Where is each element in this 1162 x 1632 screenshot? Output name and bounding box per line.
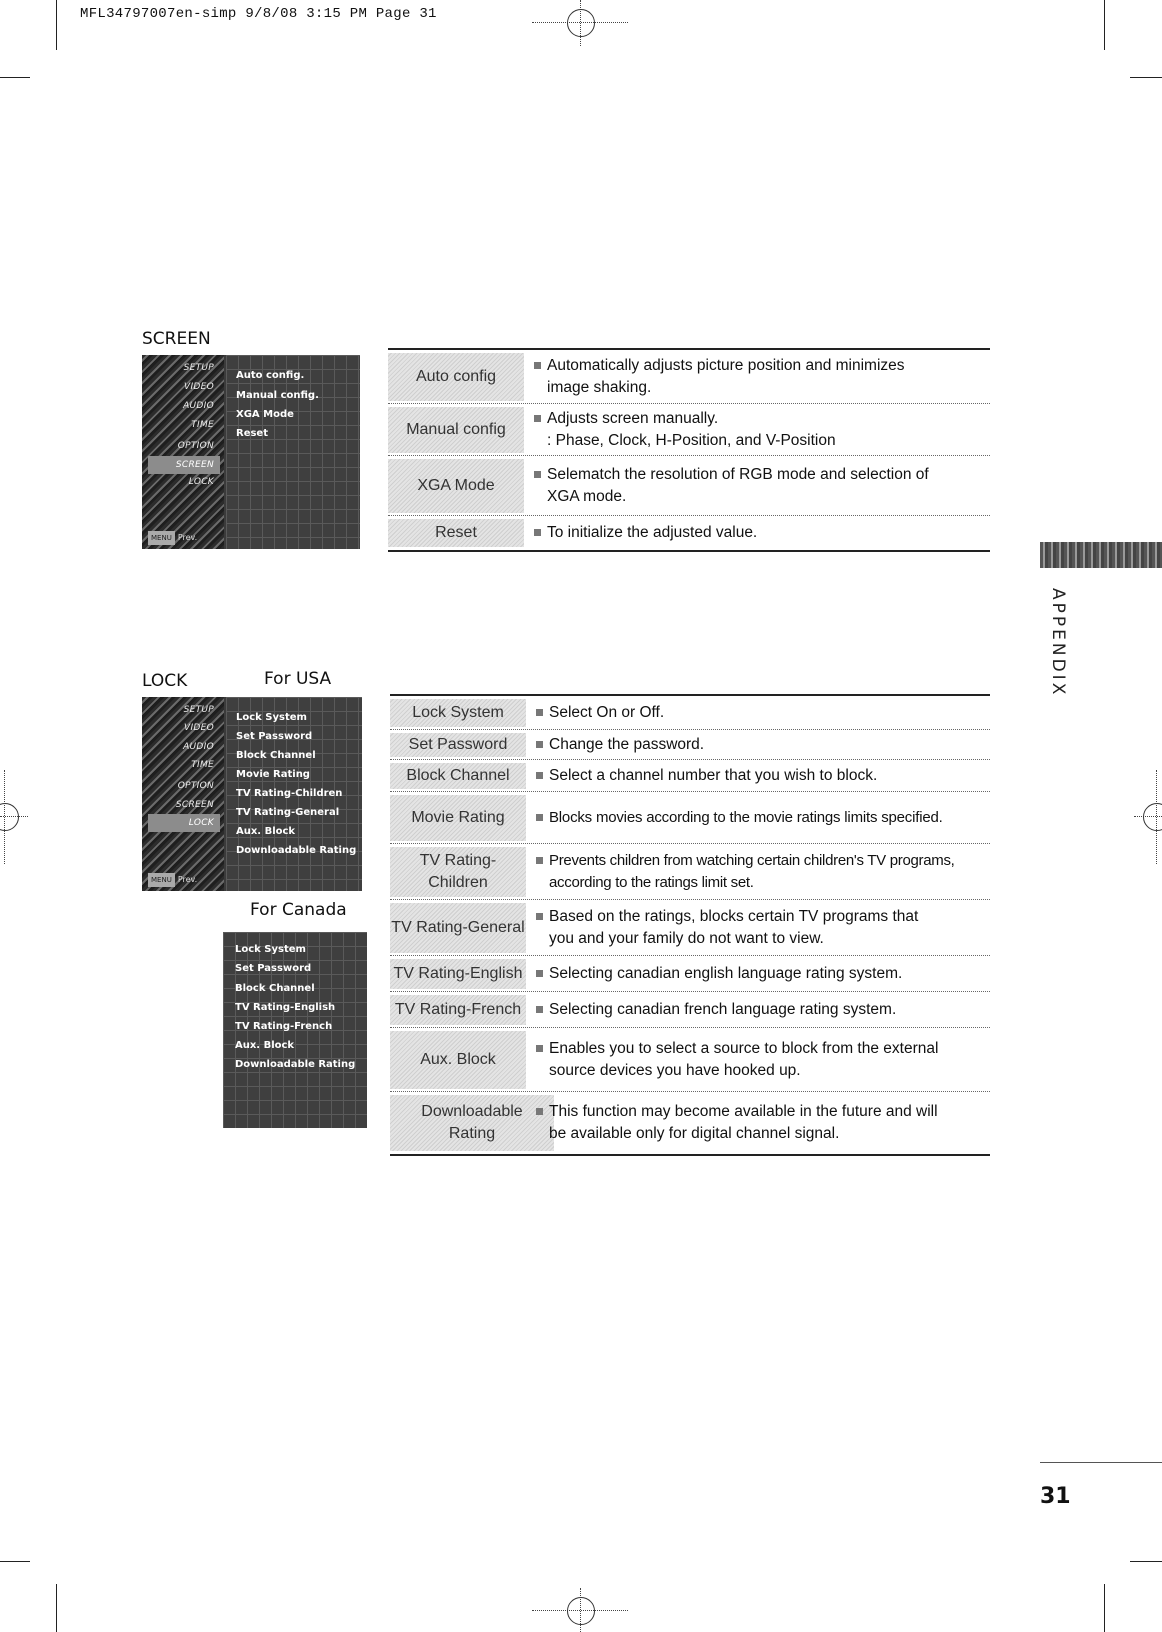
table-row: [390, 992, 990, 1028]
function-name: TV Rating-General: [390, 903, 526, 953]
lock-section-label: LOCK: [142, 671, 188, 691]
crop-mark: [1130, 1561, 1162, 1562]
crop-mark: [56, 0, 57, 50]
table-row: [390, 844, 990, 900]
crop-mark: [0, 1561, 30, 1562]
function-name: Aux. Block: [390, 1031, 526, 1089]
menu-category-video: VIDEO: [183, 382, 214, 392]
menu-prev-hint: [148, 873, 218, 887]
page-number-rule: [1040, 1462, 1162, 1463]
function-name: TV Rating-English: [390, 959, 526, 989]
print-slug: MFL34797007en-simp 9/8/08 3:15 PM Page 31: [80, 6, 437, 22]
menu-category-lock: LOCK: [148, 814, 220, 832]
menu-category-screen: SCREEN: [175, 800, 214, 810]
table-row: [390, 1092, 990, 1154]
menu-item: TV Rating-English: [235, 1002, 336, 1013]
registration-mark: [1143, 803, 1162, 831]
menu-category-option: OPTION: [177, 781, 214, 791]
menu-category-screen: SCREEN: [148, 456, 220, 474]
screen-function-table: [388, 348, 990, 554]
table-row: [388, 404, 990, 456]
menu-category-setup: SETUP: [183, 705, 214, 715]
menu-item-reset: Reset: [236, 428, 268, 439]
menu-category-audio: AUDIO: [183, 742, 214, 752]
registration-mark: [567, 1597, 595, 1625]
bullet-icon: [534, 471, 541, 478]
function-description: Based on the ratings, blocks certain TV programs that you and your family do not want to view.: [536, 900, 982, 956]
function-name: Downloadable Rating: [390, 1095, 554, 1151]
table-rule: [388, 550, 990, 552]
menu-item-xga-mode: XGA Mode: [236, 409, 294, 420]
function-description: Selematch the resolution of RGB mode and selection of XGA mode.: [534, 456, 982, 516]
appendix-tab-label: APPENDIX: [1048, 588, 1068, 698]
menu-item: Set Password: [236, 731, 313, 742]
menu-item: TV Rating-Children: [236, 788, 343, 799]
function-description: Selecting canadian french language rating system.: [536, 992, 982, 1028]
menu-item: Lock System: [236, 712, 307, 723]
function-description: Blocks movies according to the movie ratings limits specified.: [536, 792, 982, 844]
menu-item: TV Rating-General: [236, 807, 340, 818]
function-name: Manual config: [388, 407, 524, 453]
table-row: [390, 730, 990, 760]
bullet-icon: [536, 970, 543, 977]
prev-label: Prev.: [177, 533, 198, 542]
screen-section-label: SCREEN: [142, 329, 211, 349]
bullet-icon: [536, 709, 543, 716]
function-description: Select a channel number that you wish to block.: [536, 760, 982, 792]
menu-item-manual-config: Manual config.: [236, 390, 319, 401]
table-rule: [390, 1154, 990, 1156]
page-number: 31: [1040, 1484, 1071, 1509]
appendix-tab-block: [1040, 542, 1162, 568]
table-row: [390, 900, 990, 956]
usa-label: For USA: [264, 669, 332, 689]
function-name: Set Password: [390, 733, 526, 757]
menu-item: TV Rating-French: [235, 1021, 333, 1032]
function-name: Reset: [388, 519, 524, 547]
function-description: To initialize the adjusted value.: [534, 516, 982, 550]
menu-item: Downloadable Rating: [236, 845, 357, 856]
menu-category-option: OPTION: [177, 441, 214, 451]
menu-category-lock: LOCK: [188, 477, 214, 487]
table-row: [390, 1028, 990, 1092]
function-name: Lock System: [390, 699, 526, 727]
bullet-icon: [534, 529, 541, 536]
function-description: Adjusts screen manually. : Phase, Clock, H-Position, and V-Position: [534, 404, 982, 456]
menu-item: Block Channel: [235, 983, 315, 994]
canada-label: For Canada: [250, 900, 347, 920]
function-name: TV Rating-French: [390, 995, 526, 1025]
menu-sidebar: [142, 355, 224, 549]
bullet-icon: [534, 415, 541, 422]
menu-sidebar: [142, 697, 224, 891]
bullet-icon: [536, 1108, 543, 1115]
menu-category-audio: AUDIO: [183, 401, 214, 411]
lock-function-table: [390, 694, 990, 1164]
menu-item: Aux. Block: [235, 1040, 295, 1051]
menu-item: Set Password: [235, 963, 312, 974]
menu-category-setup: SETUP: [183, 363, 214, 373]
menu-panel: [226, 697, 362, 891]
menu-panel: [226, 355, 360, 549]
menu-item-auto-config: Auto config.: [236, 370, 305, 381]
menu-item: Aux. Block: [236, 826, 296, 837]
menu-item: Movie Rating: [236, 769, 310, 780]
menu-item: Lock System: [235, 944, 306, 955]
function-name: Block Channel: [390, 763, 526, 789]
bullet-icon: [536, 772, 543, 779]
table-row: [390, 696, 990, 730]
menu-prev-hint: [148, 531, 218, 545]
function-description: Automatically adjusts picture position and minimizes image shaking.: [534, 350, 982, 404]
menu-category-video: VIDEO: [183, 723, 214, 733]
table-row: [390, 956, 990, 992]
function-description: This function may become available in the future and will be available only for digital channel signal.: [536, 1092, 982, 1154]
function-name: Auto config: [388, 353, 524, 401]
table-row: [388, 350, 990, 404]
bullet-icon: [536, 1045, 543, 1052]
function-name: Movie Rating: [390, 795, 526, 841]
crop-mark: [1104, 0, 1105, 50]
crop-mark: [56, 1584, 57, 1632]
menu-category-time: TIME: [191, 420, 214, 430]
bullet-icon: [536, 857, 543, 864]
registration-mark: [0, 803, 19, 831]
table-row: [390, 760, 990, 792]
function-description: Selecting canadian english language rating system.: [536, 956, 982, 992]
registration-mark: [567, 9, 595, 37]
lock-menu-usa-screenshot: [142, 697, 362, 891]
crop-mark: [1104, 1584, 1105, 1632]
bullet-icon: [536, 1006, 543, 1013]
bullet-icon: [536, 814, 543, 821]
table-row: [388, 456, 990, 516]
function-description: Select On or Off.: [536, 696, 982, 730]
table-row: [390, 792, 990, 844]
function-description: Enables you to select a source to block from the external source devices you have hooked up.: [536, 1028, 982, 1092]
menu-panel: [223, 932, 367, 1128]
menu-item: Downloadable Rating: [235, 1059, 356, 1070]
function-name: XGA Mode: [388, 459, 524, 513]
crop-mark: [0, 77, 30, 78]
menu-key-icon: MENU: [148, 873, 175, 887]
menu-category-time: TIME: [191, 760, 214, 770]
prev-label: Prev.: [177, 875, 198, 884]
function-description: Change the password.: [536, 730, 982, 760]
menu-key-icon: MENU: [148, 531, 175, 545]
crop-mark: [1130, 77, 1162, 78]
function-name: TV Rating-Children: [390, 847, 526, 897]
table-row: [388, 516, 990, 550]
bullet-icon: [536, 913, 543, 920]
bullet-icon: [536, 741, 543, 748]
menu-item: Block Channel: [236, 750, 316, 761]
screen-menu-screenshot: [142, 355, 360, 549]
lock-menu-canada-screenshot: [223, 932, 367, 1128]
function-description: Prevents children from watching certain children's TV programs, according to the ratings limit set.: [536, 844, 982, 900]
bullet-icon: [534, 362, 541, 369]
